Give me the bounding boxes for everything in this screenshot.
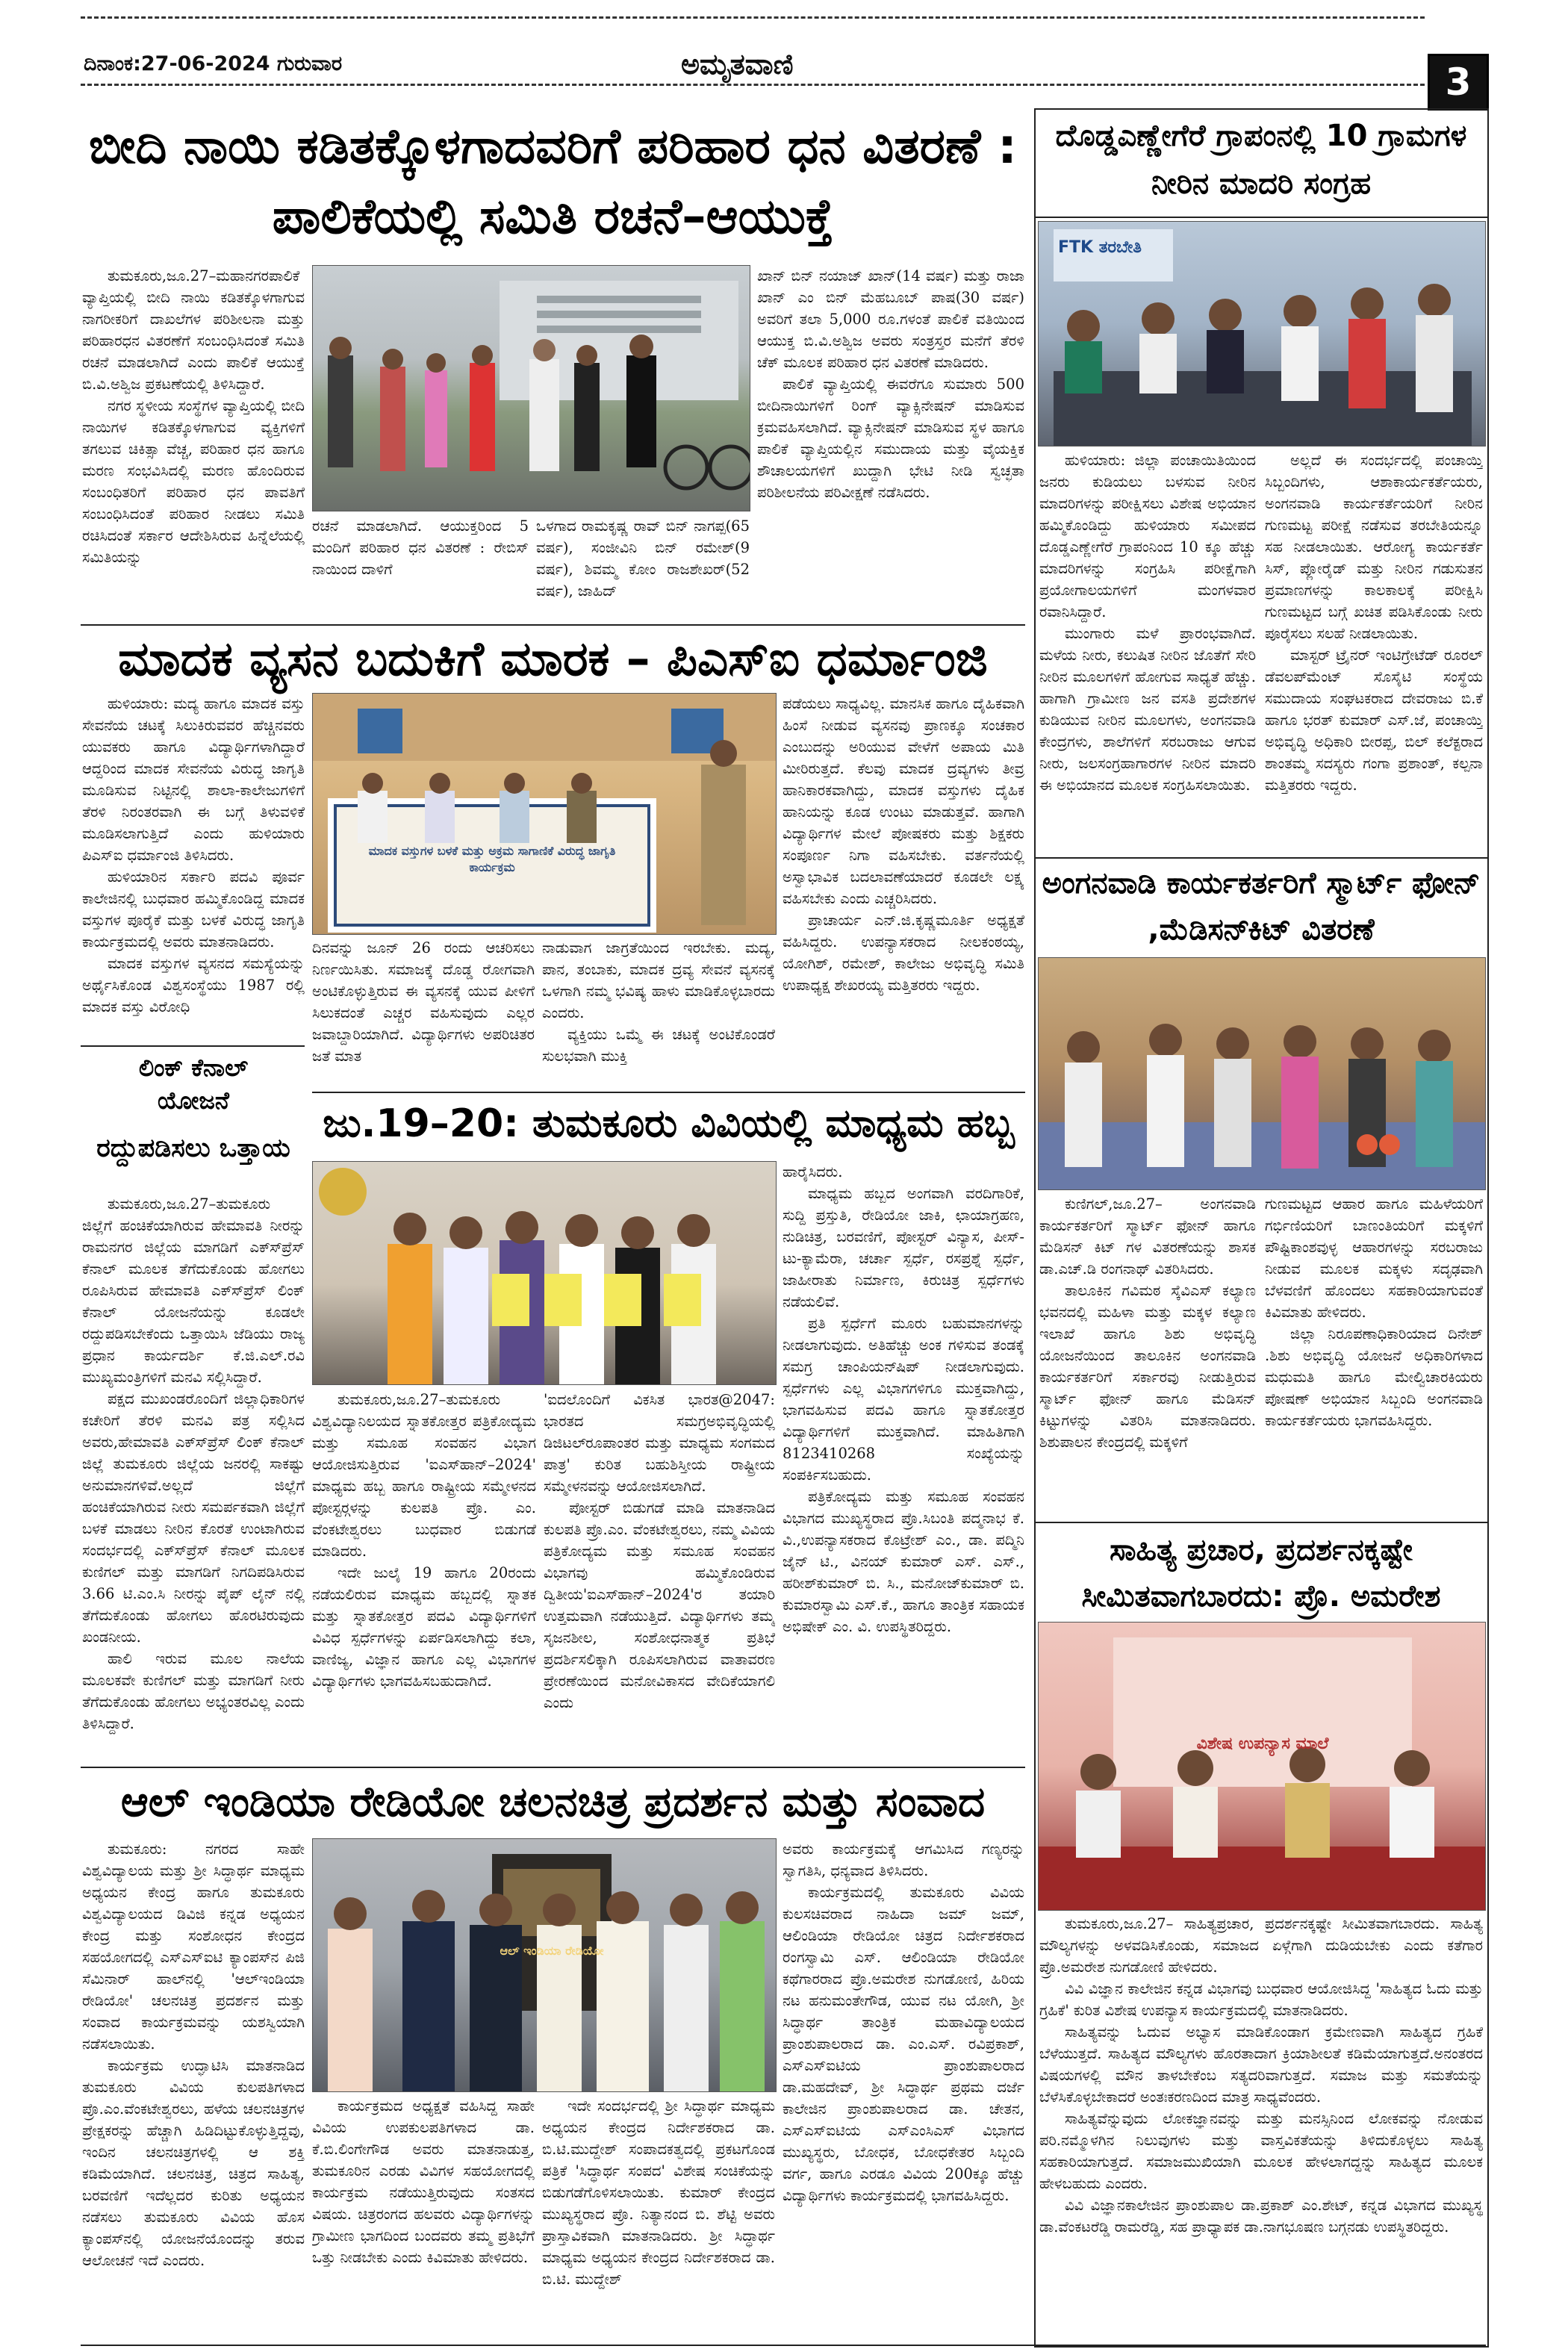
side3-para4: ಸಾಹಿತ್ಯವೆನ್ನುವುದು ಲೋಕಜ್ಞಾನವನ್ನು ಮತ್ತು ಮನಸ್ಸಿನಿಂದ ಲೋಕವನ್ನು ನೋಡುವ ಪರಿ.ನಮ್ಮೊಳಗಿನ ನಿಲುವುಗಳು ಮತ್ತು ವಾಸ್ತವಿಕತೆಯನ್ನು ತಿಳಿದುಕೊಳ್ಳಲು ಸಾಹಿತ್ಯ ಸಹಕಾರಿಯಾಗುತ್ತದೆ. ಸಮಾಜಮುಖಿಯಾಗಿ ಮೂಲಕ ಹೇಳಲಾಗದ್ದನ್ನು ಸಾಹಿತ್ಯದ ಮೂಲಕ ಹೇಳಬಹುದು ಎಂದರು.: [1039, 2110, 1483, 2192]
story4-photo-scene: [313, 1162, 776, 1384]
story1-col3-text: ಒಳಗಾದ ರಾಮಕೃಷ್ಣ ರಾವ್ ಬಿನ್ ನಾಗಪ್ಪ(65 ವರ್ಷ), ಸಂಜೀವಿನಿ ಬಿನ್ ರಮೇಶ್(9 ವರ್ಷ), ಶಿವಮ್ಮ ಕೋಂ ರಾಜಶೇಖರ್(52 ವರ್ಷ), ಜಾಹಿದ್: [536, 517, 750, 600]
story3-para2: ಪಕ್ಷದ ಮುಖಂಡರೊಂದಿಗೆ ಜಿಲ್ಲಾಧಿಕಾರಿಗಳ ಕಚೇರಿಗೆ ತೆರಳಿ ಮನವಿ ಪತ್ರ ಸಲ್ಲಿಸಿದ ಅವರು,ಹೇಮಾವತಿ ಎಕ್ಸ್‍ಪ್ರೆಸ್ ಲಿಂಕ್ ಕೆನಾಲ್ ಜಿಲ್ಲೆ ತುಮಕೂರು ಜಿಲ್ಲೆಯ ಜನರಲ್ಲಿ ಸಾಕಷ್ಟು ಅನುಮಾನಗಳಿವೆ.ಅಲ್ಲದೆ ಜಿಲ್ಲೆಗೆ ಹಂಚಿಕೆಯಾಗಿರುವ ನೀರು ಸಮರ್ಪಕವಾಗಿ ಜಿಲ್ಲೆಗೆ ಬಳಕೆ ಮಾಡಲು ನೀರಿನ ಕೊರತೆ ಉಂಟಾಗಿರುವ ಸಂದರ್ಭದಲ್ಲಿ ಎಕ್ಸ್‍ಪ್ರೆಸ್ ಕೆನಾಲ್ ಮೂಲಕ ಕುಣಿಗಲ್ ಮತ್ತು ಮಾಗಡಿಗೆ ನಿಗದಿಪಡಿಸಿರುವ 3.66 ಟಿ.ಎಂ.ಸಿ ನೀರನ್ನು ಪೈಪ್ ಲೈನ್ ನಲ್ಲಿ ತೆಗೆದುಕೊಂಡು ಹೋಗಲು ಹೊರಟಿರುವುದು ಖಂಡನೀಯ.: [82, 1390, 305, 1646]
story5-col2-text: ಕಾರ್ಯಕ್ರಮದ ಅಧ್ಯಕ್ಷತೆ ವಹಿಸಿದ್ದ ಸಾಹೇ ವಿವಿಯ ಉಪಕುಲಪತಿಗಳಾದ ಡಾ. ಕೆ.ಬಿ.ಲಿಂಗೇಗೌಡ ಅವರು ಮಾತನಾಡುತ್ತ, ತುಮಕೂರಿನ ಎರಡು ವಿವಿಗಳ ಸಹಯೋಗದಲ್ಲಿ ಕಾರ್ಯಕ್ರಮ ನಡೆಯುತ್ತಿರುವುದು ಸಂತಸದ ವಿಷಯ. ಚಿತ್ರರಂಗದ ಹಲವರು ವಿದ್ಯಾರ್ಥಿಗಳನ್ನು ಗ್ರಾಮೀಣ ಭಾಗದಿಂದ ಬಂದವರು ತಮ್ಮ ಪ್ರತಿಭೆಗೆ ಒತ್ತು ನೀಡಬೇಕು ಎಂದು ಕಿವಿಮಾತು ಹೇಳಿದರು.: [312, 2097, 535, 2266]
side1-para2: ಮುಂಗಾರು ಮಳೆ ಪ್ರಾರಂಭವಾಗಿದೆ. ಮಳೆಯ ನೀರು, ಕಲುಷಿತ ನೀರಿನ ಜೊತೆಗೆ ಸೇರಿ ನೀರಿನ ಮೂಲಗಳಿಗೆ ಹೋಗುವ ಸಾಧ್ಯತೆ ಹೆಚ್ಚು. ಹಾಗಾಗಿ ಗ್ರಾಮೀಣ ಜನ ವಸತಿ ಪ್ರದೇಶಗಳ ಕುಡಿಯುವ ನೀರಿನ ಮೂಲಗಳು, ಅಂಗನವಾಡಿ ಕೇಂದ್ರಗಳು, ಶಾಲೆಗಳಿಗೆ ಸರಬರಾಜು ಆಗುವ ನೀರು, ಜಲಸಂಗ್ರಹಾಗಾರಗಳ ನೀರಿನ ಮಾದರಿ ಈ ಅಭಿಯಾನದ ಮೂಲಕ ಸಂಗ್ರಹಿಸಲಾಯಿತು.: [1039, 625, 1256, 794]
side2-photo: [1038, 957, 1486, 1190]
story4-para1: ತುಮಕೂರು,ಜೂ.27–ತುಮಕೂರು ವಿಶ್ವವಿದ್ಯಾನಿಲಯದ ಸ್ನಾತಕೋತ್ತರ ಪತ್ರಿಕೋದ್ಯಮ ಮತ್ತು ಸಮೂಹ ಸಂವಹನ ವಿಭಾಗ ಆಯೋಜಿಸುತ್ತಿರುವ 'ಐಎಸ್‍ಹಾನ್–2024' ಮಾಧ್ಯಮ ಹಬ್ಬ ಹಾಗೂ ರಾಷ್ಟ್ರೀಯ ಸಮ್ಮೇಳನದ ಪೋಸ್ಟರ್‍ಗಳನ್ನು ಕುಲಪತಿ ಪ್ರೊ. ಎಂ. ವೆಂಕಟೇಶ್ವರಲು ಬುಧವಾರ ಬಿಡುಗಡೆ ಮಾಡಿದರು.: [312, 1391, 536, 1560]
story4-col3-text4: ಪತ್ರಿಕೋದ್ಯಮ ಮತ್ತು ಸಮೂಹ ಸಂವಹನ ವಿಭಾಗದ ಮುಖ್ಯಸ್ಥರಾದ ಪ್ರೊ.ಸಿಬಂತಿ ಪದ್ಮನಾಭ ಕೆ. ವಿ.,ಉಪನ್ಯಾಸಕರಾದ ಕೊಟ್ರೇಶ್ ಎಂ., ಡಾ. ಪದ್ಮಿನಿ ಜೈನ್ ಟಿ., ವಿನಯ್ ಕುಮಾರ್ ಎಸ್. ಎಸ್., ಹರೀಶ್‍ಕುಮಾರ್ ಬಿ. ಸಿ., ಮನೋಜ್‍ಕುಮಾರ್ ಬಿ. ಕುಮಾರಸ್ವಾಮಿ ಎಸ್.ಕೆ., ಹಾಗೂ ತಾಂತ್ರಿಕ ಸಹಾಯಕ ಅಭಿಷೇಕ್ ಎಂ. ವಿ. ಉಪಸ್ಥಿತರಿದ್ದರು.: [783, 1488, 1024, 1635]
divider-4: [312, 1092, 1025, 1093]
story2-col3: [542, 937, 775, 1098]
side3-headline: ಸಾಹಿತ್ಯ ಪ್ರಚಾರ, ಪ್ರದರ್ಶನಕ್ಕಷ್ಟೇ ಸೀಮಿತವಾಗಬಾರದು: ಪ್ರೊ. ಅಮರೇಶ: [1081, 1533, 1441, 1614]
story4-col3-text: ಹಾರೈಸಿದರು.: [783, 1163, 843, 1180]
story2-col4-text: ಪಡೆಯಲು ಸಾಧ್ಯವಿಲ್ಲ. ಮಾನಸಿಕ ಹಾಗೂ ದೈಹಿಕವಾಗಿ ಹಿಂಸೆ ನೀಡುವ ವ್ಯಸನವು ಪ್ರಾಣಕ್ಕೂ ಸಂಚಕಾರ ಎಂಬುದನ್ನು ಅರಿಯುವ ವೇಳೆಗೆ ಅಪಾಯ ಮಿತಿ ಮೀರಿರುತ್ತದೆ. ಕೆಲವು ಮಾದಕ ದ್ರವ್ಯಗಳು ತೀವ್ರ ಹಾನಿಕಾರಕವಾಗಿದ್ದು, ಮಾದಕ ವಸ್ತುಗಳು ದೈಹಿಕ ಹಾನಿಯನ್ನು ಕೂಡ ಉಂಟು ಮಾಡುತ್ತವೆ. ಹಾಗಾಗಿ ವಿದ್ಯಾರ್ಥಿಗಳ ಮೇಲೆ ಪೋಷಕರು ಮತ್ತು ಶಿಕ್ಷಕರು ಸಂಪೂರ್ಣ ನಿಗಾ ವಹಿಸಬೇಕು. ವರ್ತನೆಯಲ್ಲಿ ಅಸ್ವಾಭಾವಿಕ ಬದಲಾವಣೆಯಾದರೆ ಕೂಡಲೇ ಲಕ್ಷ್ಯ ವಹಿಸಬೇಕು ಎಂದು ಎಚ್ಚರಿಸಿದರು.: [783, 695, 1024, 907]
side3-banner-text: ವಿಶೇಷ ಉಪನ್ಯಾಸ ಮಾಲೆ: [1196, 1735, 1329, 1753]
story5-col4: [783, 1838, 1024, 2316]
story1-photo: [312, 265, 750, 511]
story4-col2: [544, 1389, 775, 1762]
story2-col3-text: ನಾಡುವಾಗ ಜಾಗ್ರತೆಯಿಂದ ಇರಬೇಕು. ಮದ್ಯ, ಪಾನ, ತಂಬಾಕು, ಮಾದಕ ದ್ರವ್ಯ ಸೇವನೆ ವ್ಯಸನಕ್ಕೆ ಒಳಗಾಗಿ ನಮ್ಮ ಭವಿಷ್ಯ ಹಾಳು ಮಾಡಿಕೊಳ್ಳಬಾರದು ಎಂದರು.: [542, 939, 775, 1021]
side1-rule: [1034, 217, 1487, 218]
story4-photo: [312, 1161, 777, 1385]
masthead: ಅಮೃತವಾಣಿ: [672, 48, 802, 81]
story2-col4-text2: ಪ್ರಾಚಾರ್ಯ ಎನ್.ಜಿ.ಕೃಷ್ಣಮೂರ್ತಿ ಅಧ್ಯಕ್ಷತೆ ವಹಿಸಿದ್ದರು. ಉಪನ್ಯಾಸಕರಾದ ನೀಲಕಂಠಯ್ಯ, ಯೋಗಿಶ್, ರಮೇಶ್, ಕಾಲೇಜು ಅಭಿವೃದ್ಧಿ ಸಮಿತಿ ಉಪಾಧ್ಯಕ್ಷ ಶೇಖರಯ್ಯ ಮತ್ತಿತರರು ಇದ್ದರು.: [783, 912, 1024, 994]
story3-headline-line3: ರದ್ದುಪಡಿಸಲು ಒತ್ತಾಯ: [96, 1133, 290, 1163]
story4-para2: ಇದೇ ಜುಲೈ 19 ಹಾಗೂ 20ರಂದು ನಡೆಯಲಿರುವ ಮಾಧ್ಯಮ ಹಬ್ಬದಲ್ಲಿ ಸ್ನಾತಕ ಮತ್ತು ಸ್ನಾತಕೋತ್ತರ ಪದವಿ ವಿದ್ಯಾರ್ಥಿಗಳಿಗೆ ವಿವಿಧ ಸ್ಪರ್ಧೆಗಳನ್ನು ಏರ್ಪಡಿಸಲಾಗಿದ್ದು ಕಲಾ, ವಾಣಿಜ್ಯ, ವಿಜ್ಞಾನ ಹಾಗೂ ಎಲ್ಲ ವಿಭಾಗಗಳ ವಿದ್ಯಾರ್ಥಿಗಳು ಭಾಗವಹಿಸಬಹುದಾಗಿದೆ.: [312, 1564, 536, 1690]
side3-para5: ವಿವಿ ವಿಜ್ಞಾನಕಾಲೇಜಿನ ಪ್ರಾಂಶುಪಾಲ ಡಾ.ಪ್ರಕಾಶ್ ಎಂ.ಶೇಟ್, ಕನ್ನಡ ವಿಭಾಗದ ಮುಖ್ಯಸ್ಥ ಡಾ.ವೆಂಕಟರೆಡ್ಡಿ ರಾಮರೆಡ್ಡಿ, ಸಹ ಪ್ರಾಧ್ಯಾಪಕ ಡಾ.ನಾಗಭೂಷಣ ಬಗ್ಗನಡು ಉಪಸ್ಥಿತರಿದ್ದರು.: [1039, 2197, 1483, 2236]
side2-photo-scene: [1039, 958, 1485, 1189]
story4-col3-text2: ಮಾಧ್ಯಮ ಹಬ್ಬದ ಅಂಗವಾಗಿ ವರದಿಗಾರಿಕೆ, ಸುದ್ದಿ ಪ್ರಸ್ತುತಿ, ರೇಡಿಯೋ ಜಾಕಿ, ಛಾಯಾಗ್ರಹಣ, ನುಡಿಚಿತ್ರ, ಬರವಣಿಗೆ, ಪೋಸ್ಟರ್ ವಿನ್ಯಾಸ, ಪೀಸ್-ಟು-ಕ್ಯಾಮೆರಾ, ಚರ್ಚಾ ಸ್ಪರ್ಧೆ, ರಸಪ್ರಶ್ನೆ ಸ್ಪರ್ಧೆ, ಜಾಹೀರಾತು ನಿರ್ಮಾಣ, ಕಿರುಚಿತ್ರ ಸ್ಪರ್ಧೆಗಳು ನಡೆಯಲಿವೆ.: [783, 1185, 1024, 1310]
story2-col3-text2: ವ್ಯಕ್ತಿಯು ಒಮ್ಮೆ ಈ ಚಟಕ್ಕೆ ಅಂಟಿಕೊಂಡರೆ ಸುಲಭವಾಗಿ ಮುಕ್ತಿ: [542, 1026, 775, 1065]
story4-headline: ಜು.19–20: ತುಮಕೂರು ವಿವಿಯಲ್ಲಿ ಮಾಧ್ಯಮ ಹಬ್ಬ: [323, 1101, 1015, 1146]
side3-body: [1039, 1913, 1483, 2342]
story4-col1: [312, 1389, 536, 1762]
side1-col2-text2: ಮಾಸ್ಟರ್ ಟ್ರೈನರ್ ಇಂಟಿಗ್ರೇಟೆಡ್ ರೂರಲ್ ಡೆವಲಪ್‍ಮೆಂಟ್ ಸೊಸೈಟಿ ಸಂಸ್ಥೆಯ ಸಮುದಾಯ ಸಂಘಟಕರಾದ ದೇವರಾಜು ಬಿ.ಕೆ ಹಾಗೂ ಭರತ್ ಕುಮಾರ್ ಎಸ್.ಜೆ, ಪಂಚಾಯ್ತಿ ಅಭಿವೃದ್ಧಿ ಅಧಿಕಾರಿ ಬೀರಪ್ಪ, ಬಿಲ್ ಕಲೆಕ್ಟರಾದ ಶಾಂತಮ್ಮ ಸದಸ್ಯರು ಗಂಗಾ ಪ್ರಶಾಂತ್, ಕಲ್ಪನಾ ಮತ್ತಿತರರು ಇದ್ದರು.: [1265, 647, 1483, 794]
page-bottom-rule: [81, 2345, 1486, 2346]
story1-col4-text2: ಪಾಲಿಕೆ ವ್ಯಾಪ್ತಿಯಲ್ಲಿ ಈವರೆಗೂ ಸುಮಾರು 500 ಬೀದಿನಾಯಿಗಳಿಗೆ ರಿಂಗ್ ವ್ಯಾಕ್ಸಿನೇಷನ್ ಮಾಡಿಸುವ ಕ್ರಮವಹಿಸಲಾಗಿದೆ. ವ್ಯಾಕ್ಸಿನೇಷನ್ ಮಾಡಿಸುವ ಸ್ಥಳ ಹಾಗೂ ಪಾಲಿಕೆ ವ್ಯಾಪ್ತಿಯಲ್ಲಿನ ಸಮುದಾಯ ಮತ್ತು ವೈಯಕ್ತಿಕ ಶೌಚಾಲಯಗಳಿಗೆ ಖುದ್ದಾಗಿ ಭೇಟಿ ನೀಡಿ ಸ್ವಚ್ಛತಾ ಪರಿಶೀಲನೆಯ ಪರಿವೀಕ್ಷಣೆ ನಡೆಸಿದರು.: [757, 376, 1024, 501]
side2-para1: ಕುಣಿಗಲ್,ಜೂ.27– ಅಂಗನವಾಡಿ ಕಾರ್ಯಕರ್ತರಿಗೆ ಸ್ಮಾರ್ಟ್ ಫೋನ್ ಹಾಗೂ ಮೆಡಿಸನ್ ಕಿಟ್ ಗಳ ವಿತರಣೆಯನ್ನು ಶಾಸಕ ಡಾ.ಎಚ್.ಡಿ ರಂಗನಾಥ್ ವಿತರಿಸಿದರು.: [1039, 1195, 1256, 1278]
story2-col2-text: ದಿನವನ್ನು ಜೂನ್ 26 ರಂದು ಆಚರಿಸಲು ನಿರ್ಣಯಿಸಿತು. ಸಮಾಜಕ್ಕೆ ದೊಡ್ಡ ರೋಗವಾಗಿ ಅಂಟಿಕೊಳ್ಳುತ್ತಿರುವ ಈ ವ್ಯಸನಕ್ಕೆ ಯುವ ಪೀಳಿಗೆ ಸಿಲುಕದಂತೆ ಎಚ್ಚರ ವಹಿಸುವುದು ಎಲ್ಲರ ಜವಾಬ್ದಾರಿಯಾಗಿದೆ. ವಿದ್ಯಾರ್ಥಿಗಳು ಅಪರಿಚಿತರ ಜತೆ ಮಾತ: [312, 939, 535, 1065]
story2-col2: [312, 937, 535, 1098]
side1-col1: [1039, 449, 1256, 853]
side2-col2-text2: ಜಿಲ್ಲಾ ನಿರೂಪಣಾಧಿಕಾರಿಯಾದ ದಿನೇಶ್ .ಶಿಶು ಅಭಿವೃದ್ಧಿ ಯೋಜನೆ ಅಧಿಕಾರಿಗಳಾದ ಮಧುಮತಿ ಹಾಗೂ ಮೇಲ್ವಿಚಾರಕಿಯರು ಪೋಷಣ್ ಅಭಿಯಾನ ಸಿಬ್ಬಂದಿ ಅಂಗನವಾಡಿ ಕಾರ್ಯಕರ್ತೆಯರು ಭಾಗವಹಿಸಿದ್ದರು.: [1265, 1325, 1483, 1429]
story5-para1: ತುಮಕೂರು: ನಗರದ ಸಾಹೇ ವಿಶ್ವವಿದ್ಯಾಲಯ ಮತ್ತು ಶ್ರೀ ಸಿದ್ಧಾರ್ಥ ಮಾಧ್ಯಮ ಅಧ್ಯಯನ ಕೇಂದ್ರ ಹಾಗೂ ತುಮಕೂರು ವಿಶ್ವವಿದ್ಯಾಲಯದ ಡಿವಿಜಿ ಕನ್ನಡ ಅಧ್ಯಯನ ಕೇಂದ್ರ ಮತ್ತು ಸಂಶೋಧನ ಕೇಂದ್ರದ ಸಹಯೋಗದಲ್ಲಿ ಎಸ್‍ಎಸ್‍ಐಟಿ ಕ್ಯಾಂಪಸ್‍ನ ಪಿಜಿ ಸೆಮಿನಾರ್ ಹಾಲ್‍ನಲ್ಲಿ 'ಆಲ್‍ಇಂಡಿಯಾ ರೇಡಿಯೋ' ಚಲನಚಿತ್ರ ಪ್ರದರ್ಶನ ಮತ್ತು ಸಂವಾದ ಕಾರ್ಯಕ್ರಮವನ್ನು ಯಶಸ್ವಿಯಾಗಿ ನಡೆಸಲಾಯಿತು.: [82, 1841, 305, 2053]
side1-photo-sign: FTK ತರಬೇತಿ: [1058, 238, 1142, 257]
side3-para2: ವಿವಿ ವಿಜ್ಞಾನ ಕಾಲೇಜಿನ ಕನ್ನಡ ವಿಭಾಗವು ಬುಧವಾರ ಆಯೋಜಿಸಿದ್ದ 'ಸಾಹಿತ್ಯದ ಓದು ಮತ್ತು ಗ್ರಹಿಕೆ' ಕುರಿತ ವಿಶೇಷ ಉಪನ್ಯಾಸ ಕಾರ್ಯಕ್ರಮದಲ್ಲಿ ಮಾತನಾಡಿದರು.: [1039, 1980, 1483, 2019]
story3-body: [82, 1193, 305, 1761]
story2-photo-scene: [313, 694, 776, 934]
story3-headline-line2: ಯೋಜನೆ: [158, 1086, 229, 1115]
story5-col3: [542, 2095, 775, 2316]
story1-col2-text: ರಚನೆ ಮಾಡಲಾಗಿದೆ. ಆಯುಕ್ತರಿಂದ 5 ಮಂದಿಗೆ ಪರಿಹಾರ ಧನ ವಿತರಣೆ : ರೇಬಿಸ್ ನಾಯಿಂದ ದಾಳಿಗೆ: [312, 517, 529, 578]
story2-headline: ಮಾದಕ ವ್ಯಸನ ಬದುಕಿಗೆ ಮಾರಕ – ಪಿಎಸ್ಐ ಧರ್ಮಾಂಜಿ: [118, 632, 988, 687]
header-rule-bottom: [81, 84, 1425, 86]
story2-para1: ಹುಳಿಯಾರು: ಮದ್ಯ ಹಾಗೂ ಮಾದಕ ವಸ್ತು ಸೇವನೆಯ ಚಟಕ್ಕೆ ಸಿಲುಕಿರುವವರ ಹೆಚ್ಚಿನವರು ಯುವಕರು ಹಾಗೂ ವಿದ್ಯಾರ್ಥಿಗಳಾಗಿದ್ದಾರೆ ಆದ್ದರಿಂದ ಮಾದಕ ಸೇವನೆಯ ವಿರುದ್ಧ ಜಾಗೃತಿ ಮೂಡಿಸುವ ನಿಟ್ಟಿನಲ್ಲಿ ಶಾಲಾ-ಕಾಲೇಜುಗಳಿಗೆ ತೆರಳಿ ನಿರಂತರವಾಗಿ ಈ ಬಗ್ಗೆ ತಿಳುವಳಿಕೆ ಮೂಡಿಸಲಾಗುತ್ತಿದೆ ಎಂದು ಹುಳಿಯಾರು ಪಿಎಸ್ಐ ಧರ್ಮಾಂಜಿ ತಿಳಿಸಿದರು.: [82, 695, 305, 864]
story1-para2: ನಗರ ಸ್ಥಳೀಯ ಸಂಸ್ಥೆಗಳ ವ್ಯಾಪ್ತಿಯಲ್ಲಿ ಬೀದಿ ನಾಯಿಗಳ ಕಡಿತಕ್ಕೊಳಗಾಗುವ ವ್ಯಕ್ತಿಗಳಿಗೆ ತಗಲುವ ಚಿಕಿತ್ಸಾ ವೆಚ್ಚ, ಪರಿಹಾರ ಧನ ಹಾಗೂ ಮರಣ ಸಂಭವಿಸಿದಲ್ಲಿ ಮರಣ ಹೊಂದಿರುವ ಸಂಬಂಧಿತರಿಗೆ ಪರಿಹಾರ ಧನ ಪಾವತಿಗೆ ಸಂಬಂಧಿಸಿದಂತೆ ಪರಿಹಾರ ನೀಡಲು ಸಮಿತಿ ರಚಿಸಿದಂತೆ ಸರ್ಕಾರ ಆದೇಶಿಸಿರುವ ಹಿನ್ನೆಲೆಯಲ್ಲಿ ಸಮಿತಿಯನ್ನು: [82, 397, 305, 566]
side2-col2-text: ಗುಣಮಟ್ಟದ ಆಹಾರ ಹಾಗೂ ಮಹಿಳೆಯರಿಗೆ ಗರ್ಭಿಣಿಯರಿಗೆ ಬಾಣಂತಿಯರಿಗೆ ಮಕ್ಕಳಿಗೆ ಪೌಷ್ಟಿಕಾಂಶವುಳ್ಳ ಆಹಾರಗಳನ್ನು ಸರಬರಾಜು ನೀಡುವ ಮೂಲಕ ಮಕ್ಕಳು ಸದೃಢವಾಗಿ ಬೆಳವಣಿಗೆ ಹೊಂದಲು ಸಹಕಾರಿಯಾಗುವಂತೆ ಕಿವಿಮಾತು ಹೇಳಿದರು.: [1265, 1195, 1483, 1321]
story1-para1: ತುಮಕೂರು,ಜೂ.27–ಮಹಾನಗರಪಾಲಿಕೆ ವ್ಯಾಪ್ತಿಯಲ್ಲಿ ಬೀದಿ ನಾಯಿ ಕಡಿತಕ್ಕೊಳಗಾಗುವ ನಾಗರೀಕರಿಗೆ ದಾಖಲೆಗಳ ಪರಿಶೀಲನಾ ಮತ್ತು ಪರಿಹಾರಧನ ವಿತರಣೆಗೆ ಸಂಬಂಧಿಸಿದಂತೆ ಸಮಿತಿ ರಚನೆ ಮಾಡಲಾಗಿದೆ ಎಂದು ಪಾಲಿಕೆ ಆಯುಕ್ತೆ ಬಿ.ವಿ.ಅಶ್ವಿಜ ಪ್ರಕಟಣೆಯಲ್ಲಿ ತಿಳಿಸಿದ್ದಾರೆ.: [82, 267, 305, 393]
side1-col2-text: ಅಲ್ಲದೆ ಈ ಸಂದರ್ಭದಲ್ಲಿ ಪಂಚಾಯ್ತಿ ಸಿಬ್ಬಂದಿಗಳು, ಆಶಾಕಾರ್ಯಕರ್ತೆಯರು, ಅಂಗನವಾಡಿ ಕಾರ್ಯಕರ್ತೆಯರಿಗೆ ನೀರಿನ ಗುಣಮಟ್ಟ ಪರೀಕ್ಷೆ ನಡೆಸುವ ತರಬೇತಿಯನ್ನೂ ಸಹ ನೀಡಲಾಯಿತು. ಆರೋಗ್ಯ ಕಾರ್ಯಕರ್ತೆ ಸಿಸ್, ಪ್ಲೋರೈಡ್ ಮತ್ತು ನೀರಿನ ಗಡುಸುತನ ಪ್ರಮಾಣಗಳನ್ನು ಕಾಲಕಾಲಕ್ಕೆ ಪರೀಕ್ಷಿಸಿ ಗುಣಮಟ್ಟದ ಬಗ್ಗೆ ಖಚಿತ ಪಡಿಸಿಕೊಂಡು ನೀರು ಪೂರೈಸಲು ಸಲಹೆ ನೀಡಲಾಯಿತು.: [1265, 452, 1483, 642]
story2-col1: [82, 693, 305, 1044]
story5-photo: [312, 1838, 777, 2092]
divider-1: [81, 624, 1025, 626]
story2-col4: [783, 693, 1024, 1098]
side3-rule-top: [1034, 1522, 1487, 1523]
side1-para1: ಹುಳಿಯಾರು: ಜಿಲ್ಲಾ ಪಂಚಾಯಿತಿಯಿಂದ ಜನರು ಕುಡಿಯಲು ಬಳಸುವ ನೀರಿನ ಮಾದರಿಗಳನ್ನು ಪರೀಕ್ಷಿಸಲು ವಿಶೇಷ ಅಭಿಯಾನ ಹಮ್ಮಿಕೊಂಡಿದ್ದು ಹುಳಿಯಾರು ಸಮೀಪದ ದೊಡ್ಡಎಣ್ಣೇಗೆರೆ ಗ್ರಾಪಂನಿಂದ 10 ಕ್ಕೂ ಹೆಚ್ಚು ಮಾದರಿಗಳನ್ನು ಸಂಗ್ರಹಿಸಿ ಪರೀಕ್ಷೆಗಾಗಿ ಪ್ರಯೋಗಾಲಯಗಳಿಗೆ ಮಂಗಳವಾರ ರವಾನಿಸಿದ್ದಾರೆ.: [1039, 452, 1256, 620]
side1-photo: [1038, 221, 1486, 447]
story4-col3-text3: ಪ್ರತಿ ಸ್ಪರ್ಧೆಗೆ ಮೂರು ಬಹುಮಾನಗಳನ್ನು ನೀಡಲಾಗುವುದು. ಅತಿಹೆಚ್ಚು ಅಂಕ ಗಳಿಸುವ ತಂಡಕ್ಕೆ ಸಮಗ್ರ ಚಾಂಪಿಯನ್‍ಷಿಪ್ ನೀಡಲಾಗುವುದು. ಸ್ಪರ್ಧೆಗಳು ಎಲ್ಲ ವಿಭಾಗಗಳಿಗೂ ಮುಕ್ತವಾಗಿದ್ದು, ಭಾಗವಹಿಸುವ ಪದವಿ ಹಾಗೂ ಸ್ನಾತಕೋತ್ತರ ವಿದ್ಯಾರ್ಥಿಗಳಿಗೆ ಮುಕ್ತವಾಗಿದೆ. ಮಾಹಿತಿಗಾಗಿ 8123410268 ಸಂಖ್ಯೆಯನ್ನು ಸಂಪರ್ಕಿಸಬಹುದು.: [783, 1315, 1024, 1484]
story4-col3: [783, 1161, 1024, 1762]
story5-poster-title: ಆಲ್ ಇಂಡಿಯಾ ರೇಡಿಯೋ: [500, 1944, 604, 1958]
side2-headline: ಅಂಗನವಾಡಿ ಕಾರ್ಯಕರ್ತರಿಗೆ ಸ್ಮಾರ್ಟ್ ಫೋನ್ ,ಮೆಡಿಸನ್‍ಕಿಟ್ ವಿತರಣೆ: [1042, 866, 1481, 947]
story3-para1: ತುಮಕೂರು,ಜೂ.27–ತುಮಕೂರು ಜಿಲ್ಲೆಗೆ ಹಂಚಿಕೆಯಾಗಿರುವ ಹೇಮಾವತಿ ನೀರನ್ನು ರಾಮನಗರ ಜಿಲ್ಲೆಯ ಮಾಗಡಿಗೆ ಎಕ್ಸ್‍ಪ್ರೆಸ್ ಕೆನಾಲ್ ಮೂಲಕ ತೆಗೆದುಕೊಂಡು ಹೋಗಲು ರೂಪಿಸಿರುವ ಹೇಮಾವತಿ ಎಕ್ಸ್‍ಪ್ರೆಸ್ ಲಿಂಕ್ ಕೆನಾಲ್ ಯೋಜನೆಯನ್ನು ಕೂಡಲೇ ರದ್ದುಪಡಿಸಬೇಕೆಂದು ಒತ್ತಾಯಿಸಿ ಜೆಡಿಯು ರಾಜ್ಯ ಪ್ರಧಾನ ಕಾರ್ಯದರ್ಶಿ ಕೆ.ಜಿ.ಎಲ್.ರವಿ ಮುಖ್ಯಮಂತ್ರಿಗಳಿಗೆ ಮನವಿ ಸಲ್ಲಿಸಿದ್ದಾರೆ.: [82, 1195, 305, 1386]
story3-headline: [82, 1051, 305, 1171]
story5-col1: [82, 1838, 305, 2316]
story3-para3: ಹಾಲಿ ಇರುವ ಮೂಲ ನಾಲೆಯ ಮೂಲಕವೇ ಕುಣಿಗಲ್ ಮತ್ತು ಮಾಗಡಿಗೆ ನೀರು ತೆಗೆದುಕೊಂಡು ಹೋಗಲು ಅಭ್ಯಂತರವಿಲ್ಲ ಎಂದು ತಿಳಿಸಿದ್ದಾರೆ.: [82, 1650, 305, 1732]
story3-headline-line1: ಲಿಂಕ್ ಕೆನಾಲ್: [138, 1054, 249, 1082]
divider-5: [81, 1767, 1025, 1768]
story1-photo-scene: [313, 266, 750, 511]
story2-photo: [312, 693, 777, 935]
header-date: ದಿನಾಂಕ:27-06-2024 ಗುರುವಾರ: [84, 52, 349, 76]
story5-headline: ಆಲ್ ಇಂಡಿಯಾ ರೇಡಿಯೋ ಚಲನಚಿತ್ರ ಪ್ರದರ್ಶನ ಮತ್ತು ಸಂವಾದ: [120, 1778, 986, 1826]
story1-headline: ಬೀದಿ ನಾಯಿ ಕಡಿತಕ್ಕೊಳಗಾದವರಿಗೆ ಪರಿಹಾರ ಧನ ವಿತರಣೆ : ಪಾಲಿಕೆಯಲ್ಲಿ ಸಮಿತಿ ರಚನೆ–ಆಯುಕ್ತೆ: [89, 119, 1017, 245]
story5-photo-scene: [313, 1839, 776, 2091]
story2-banner-text: ಮಾದಕ ವಸ್ತುಗಳ ಬಳಕೆ ಮತ್ತು ಅಕ್ರಮ ಸಾಗಾಣಿಕೆ ವಿರುದ್ಧ ಜಾಗೃತಿ ಕಾರ್ಯಕ್ರಮ: [368, 844, 616, 874]
side1-col2: [1265, 449, 1483, 853]
story2-para3: ಮಾದಕ ವಸ್ತುಗಳ ವ್ಯಸನದ ಸಮಸ್ಯೆಯನ್ನು ಅರ್ಥೈಸಿಕೊಂಡ ವಿಶ್ವಸಂಸ್ಥೆಯು 1987 ರಲ್ಲಿ ಮಾದಕ ವಸ್ತು ವಿರೋಧಿ: [82, 955, 305, 1015]
story1-col4-text: ಖಾನ್ ಬಿನ್ ನಯಾಜ್ ಖಾನ್(14 ವರ್ಷ) ಮತ್ತು ರಾಜಾ ಖಾನ್ ಎಂ ಬಿನ್ ಮೆಹಬೂಬ್ ಪಾಷ(30 ವರ್ಷ) ಅವರಿಗೆ ತಲಾ 5,000 ರೂ.ಗಳಂತೆ ಪಾಲಿಕೆ ವತಿಯಿಂದ ಆಯುಕ್ತ ಬಿ.ವಿ.ಅಶ್ವಿಜ ಅವರು ಸಂತ್ರಸ್ತರ ಮನೆಗೆ ತೆರಳಿ ಚೆಕ್ ಮೂಲಕ ಪರಿಹಾರ ಧನ ವಿತರಣೆ ಮಾಡಿದರು.: [757, 267, 1024, 371]
side3-photo-scene: [1039, 1623, 1485, 1910]
story5-col4-text2: ಕಾರ್ಯಕ್ರಮದಲ್ಲಿ ತುಮಕೂರು ವಿವಿಯ ಕುಲಸಚಿವರಾದ ನಾಹಿದಾ ಜಮ್ ಜಮ್, ಆಲಿಂಡಿಯಾ ರೇಡಿಯೋ ಚಿತ್ರದ ನಿರ್ದೇಶಕರಾದ ರಂಗಸ್ವಾಮಿ ಎಸ್. ಆಲಿಂಡಿಯಾ ರೇಡಿಯೋ ಕಥೆಗಾರರಾದ ಪ್ರೊ.ಅಮರೇಶ ನುಗಡೋಣಿ, ಹಿರಿಯ ನಟ ಹನುಮಂತೇಗೌಡ, ಯುವ ನಟ ಯೋಗಿ, ಶ್ರೀ ಸಿದ್ಧಾರ್ಥ ತಾಂತ್ರಿಕ ಮಹಾವಿದ್ಯಾಲಯದ ಪ್ರಾಂಶುಪಾಲರಾದ ಡಾ. ಎಂ.ಎಸ್. ರವಿಪ್ರಕಾಶ್, ಎಸ್‍ಎಸ್‍ಐಟಿಯ ಪ್ರಾಂಶುಪಾಲರಾದ ಡಾ.ಮಹದೇವ್, ಶ್ರೀ ಸಿದ್ಧಾರ್ಥ ಪ್ರಥಮ ದರ್ಜೆ ಕಾಲೇಜಿನ ಪ್ರಾಂಶುಪಾಲರಾದ ಡಾ. ಚೇತನ, ಎಸ್‍ಎಸ್‍ಐಟಿಯ ಎಸ್‍ಎಂಸಿಎಸ್ ವಿಭಾಗದ ಮುಖ್ಯಸ್ಥರು, ಬೋಧಕ, ಬೋಧಕೇತರ ಸಿಬ್ಬಂದಿ ವರ್ಗ, ಹಾಗೂ ಎರಡೂ ವಿವಿಯ 200ಕ್ಕೂ ಹೆಚ್ಚು ವಿದ್ಯಾರ್ಥಿಗಳು ಕಾರ್ಯಕ್ರಮದಲ್ಲಿ ಭಾಗವಹಿಸಿದ್ದರು.: [783, 1884, 1024, 2204]
header-rule-top: [81, 16, 1425, 19]
story2-para2: ಹುಳಿಯಾರಿನ ಸರ್ಕಾರಿ ಪದವಿ ಪೂರ್ವ ಕಾಲೇಜಿನಲ್ಲಿ ಬುಧವಾರ ಹಮ್ಮಿಕೊಂಡಿದ್ದ ಮಾದಕ ವಸ್ತುಗಳ ಪೂರೈಕೆ ಮತ್ತು ಬಳಕೆ ವಿರುದ್ಧ ಜಾಗೃತಿ ಕಾರ್ಯಕ್ರಮದಲ್ಲಿ ಅವರು ಮಾತನಾಡಿದರು.: [82, 868, 305, 951]
story5-col2: [312, 2095, 535, 2316]
side3-para1: ತುಮಕೂರು,ಜೂ.27– ಸಾಹಿತ್ಯಪ್ರಚಾರ, ಪ್ರದರ್ಶನಕ್ಕಷ್ಟೇ ಸೀಮಿತವಾಗಬಾರದು. ಸಾಹಿತ್ಯ ಮೌಲ್ಯಗಳನ್ನು ಅಳವಡಿಸಿಕೊಂಡು, ಸಮಾಜದ ಏಳ್ಗೆಗಾಗಿ ದುಡಿಯಬೇಕು ಎಂದು ಕತೆಗಾರ ಪ್ರೊ.ಅಮರೇಶ ನುಗಡೋಣಿ ಹೇಳಿದರು.: [1039, 1915, 1483, 1976]
side2-para2: ತಾಲೂಕಿನ ಗವಿಮಠ ಸ್ಕೆವಿಎಸ್ ಕಲ್ಯಾಣ ಭವನದಲ್ಲಿ ಮಹಿಳಾ ಮತ್ತು ಮಕ್ಕಳ ಕಲ್ಯಾಣ ಇಲಾಖೆ ಹಾಗೂ ಶಿಶು ಅಭಿವೃದ್ಧಿ ಯೋಜನೆಯಿಂದ ತಾಲೂಕಿನ ಅಂಗನವಾಡಿ ಕಾರ್ಯಕರ್ತರಿಗೆ ಸರ್ಕಾರವು ನೀಡುತ್ತಿರುವ ಸ್ಮಾರ್ಟ್ ಫೋನ್ ಹಾಗೂ ಮೆಡಿಸನ್ ಕಿಟ್ಟುಗಳನ್ನು ವಿತರಿಸಿ ಮಾತನಾಡಿದರು. ಶಿಶುಪಾಲನ ಕೇಂದ್ರದಲ್ಲಿ ಮಕ್ಕಳಿಗೆ: [1039, 1282, 1256, 1451]
story4-col2-text: 'ಐದಲೊಂದಿಗೆ ವಿಕಸಿತ ಭಾರತ@2047: ಭಾರತದ ಸಮಗ್ರಅಭಿವೃದ್ಧಿಯಲ್ಲಿ ಡಿಜಿಟಲ್‍ರೂಪಾಂತರ ಮತ್ತು ಮಾಧ್ಯಮ ಸಂಗಮದ ಪಾತ್ರ' ಕುರಿತ ಬಹುಶಿಸ್ತೀಯ ರಾಷ್ಟ್ರೀಯ ಸಮ್ಮೇಳನವನ್ನು ಆಯೋಜಿಸಲಾಗಿದೆ.: [544, 1391, 775, 1495]
page-number: 3: [1428, 54, 1489, 111]
story5-para2: ಕಾರ್ಯಕ್ರಮ ಉದ್ಘಾಟಿಸಿ ಮಾತನಾಡಿದ ತುಮಕೂರು ವಿವಿಯ ಕುಲಪತಿಗಳಾದ ಪ್ರೊ.ಎಂ.ವೆಂಕಟೇಶ್ವರಲು, ಹಳೆಯ ಚಲನಚಿತ್ರಗಳ ಪ್ರೇಕ್ಷಕರನ್ನು ಹೆಚ್ಚಾಗಿ ಹಿಡಿದಿಟ್ಟುಕೊಳ್ಳುತ್ತಿದ್ದವು, ಇಂದಿನ ಚಲನಚಿತ್ರಗಳಲ್ಲಿ ಆ ಶಕ್ತಿ ಕಡಿಮೆಯಾಗಿದೆ. ಚಲನಚಿತ್ರ, ಚಿತ್ರದ ಸಾಹಿತ್ಯ, ಬರವಣಿಗೆ ಇದೆಲ್ಲದರ ಕುರಿತು ಅಧ್ಯಯನ ನಡೆಸಲು ತುಮಕೂರು ವಿವಿಯ ಹೊಸ ಕ್ಯಾಂಪಸ್‍ನಲ್ಲಿ ಯೋಜನೆಯೊಂದನ್ನು ತರುವ ಆಲೋಚನೆ ಇದೆ ಎಂದರು.: [82, 2057, 305, 2269]
story5-col3-text: ಇದೇ ಸಂದರ್ಭದಲ್ಲಿ ಶ್ರೀ ಸಿದ್ಧಾರ್ಥ ಮಾಧ್ಯಮ ಅಧ್ಯಯನ ಕೇಂದ್ರದ ನಿರ್ದೇಶಕರಾದ ಡಾ. ಬಿ.ಟಿ.ಮುದ್ದೇಶ್ ಸಂಪಾದಕತ್ವದಲ್ಲಿ ಪ್ರಕಟಗೊಂಡ ಪತ್ರಿಕೆ 'ಸಿದ್ಧಾರ್ಥ ಸಂಪದ' ವಿಶೇಷ ಸಂಚಿಕೆಯನ್ನು ಬಿಡುಗಡೆಗೊಳಿಸಲಾಯಿತು. ಕುಮಾರ್ ಕೇಂದ್ರದ ಮುಖ್ಯಸ್ಥರಾದ ಪ್ರೊ. ನಿತ್ಯಾನಂದ ಬಿ. ಶೆಟ್ಟಿ ಅವರು ಪ್ರಾಸ್ತಾವಿಕವಾಗಿ ಮಾತನಾಡಿದರು. ಶ್ರೀ ಸಿದ್ಧಾರ್ಥ ಮಾಧ್ಯಮ ಅಧ್ಯಯನ ಕೇಂದ್ರದ ನಿರ್ದೇಶಕರಾದ ಡಾ. ಬಿ.ಟಿ. ಮುದ್ದೇಶ್: [542, 2097, 775, 2288]
story4-col2-text2: ಪೋಸ್ಟರ್ ಬಿಡುಗಡೆ ಮಾಡಿ ಮಾತನಾಡಿದ ಕುಲಪತಿ ಪ್ರೊ.ಎಂ. ವೆಂಕಟೇಶ್ವರಲು, ನಮ್ಮ ವಿವಿಯ ಪತ್ರಿಕೋದ್ಯಮ ಮತ್ತು ಸಮೂಹ ಸಂವಹನ ವಿಭಾಗವು ಹಮ್ಮಿಕೊಂಡಿರುವ ದ್ವಿತೀಯ'ಐಎಸ್‍ಹಾನ್–2024'ರ ತಯಾರಿ ಉತ್ತಮವಾಗಿ ನಡೆಯುತ್ತಿದೆ. ವಿದ್ಯಾರ್ಥಿಗಳು ತಮ್ಮ ಸೃಜನಶೀಲ, ಸಂಶೋಧನಾತ್ಮಕ ಪ್ರತಿಭೆ ಪ್ರದರ್ಶಿಸಲಿಕ್ಕಾಗಿ ರೂಪಿಸಲಾಗಿರುವ ವಾತಾವರಣ ಪ್ರೇರಣೆಯಿಂದ ಮನೋವಿಕಾಸದ ವೇದಿಕೆಯಾಗಲಿ ಎಂದು: [544, 1499, 775, 1711]
divider-3: [81, 1045, 305, 1047]
side2-rule-top: [1034, 857, 1487, 859]
side3-para3: ಸಾಹಿತ್ಯವನ್ನು ಓದುವ ಅಭ್ಯಾಸ ಮಾಡಿಕೊಂಡಾಗ ಕ್ರಮೇಣವಾಗಿ ಸಾಹಿತ್ಯದ ಗ್ರಹಿಕೆ ಬೆಳೆಯುತ್ತದೆ. ಸಾಹಿತ್ಯದ ಮೌಲ್ಯಗಳು ಹೊರತಾದಾಗ ಕ್ರಿಯಾಶೀಲತೆ ಕಡಿಮೆಯಾಗುತ್ತದೆ.ಅನಂತರದ ವಿಷಯಗಳಲ್ಲಿ ಮೌನ ತಾಳಬೇಕೆಂಬ ಸತ್ಯದರಿವಾಗುತ್ತದೆ. ಸಮಾಜ ಮತ್ತು ಸಮತೆಯನ್ನು ಬೆಳೆಸಿಕೊಳ್ಳಬೇಕಾದರೆ ಅಂತಃಕರಣದಿಂದ ಮಾತ್ರ ಸಾಧ್ಯವೆಂದರು.: [1039, 2023, 1483, 2106]
side3-photo: [1038, 1622, 1486, 1911]
story5-col4-text: ಅವರು ಕಾರ್ಯಕ್ರಮಕ್ಕೆ ಆಗಮಿಸಿದ ಗಣ್ಯರನ್ನು ಸ್ವಾಗತಿಸಿ, ಧನ್ಯವಾದ ತಿಳಿಸಿದರು.: [783, 1841, 1024, 1879]
side1-headline: ದೊಡ್ಡಎಣ್ಣೇಗೆರೆ ಗ್ರಾಪಂನಲ್ಲಿ 10 ಗ್ರಾಮಗಳ ನೀರಿನ ಮಾದರಿ ಸಂಗ್ರಹ: [1055, 119, 1467, 201]
